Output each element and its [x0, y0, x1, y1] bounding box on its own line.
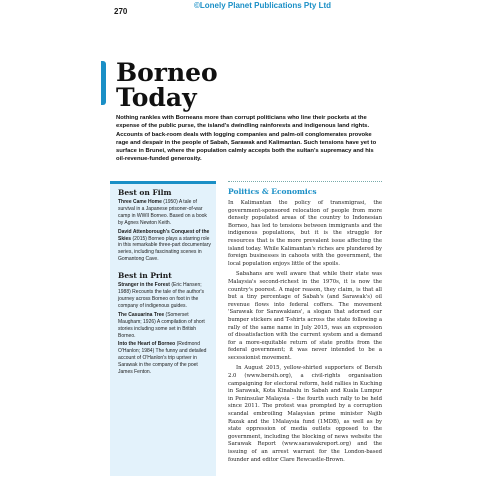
film-item-title: David Attenborough's Conquest of the Skies: [118, 228, 210, 242]
print-item: [118, 341, 212, 376]
chapter-title-line-2: Today: [116, 83, 197, 112]
section-heading: Politics & Economics: [228, 187, 317, 196]
print-item-text: (Redmond O'Hanlon; 1984) The funny and detailed account of O'Hanlon's trip upriver in Sarawak in the company of the poet James Fenton.: [118, 341, 207, 376]
print-item-text: (Eric Hansen; 1988) Recounts the tale of the author's journey across Borneo on foot in the company of indigenous guides.: [118, 282, 205, 309]
film-item: [118, 229, 212, 264]
chapter-title: [116, 60, 218, 110]
body-paragraph: In Kalimantan the policy of transmigrasi, the government-sponsored relocation of people from more densely populated areas of the country to Indonesian Borneo, has led to tensions between immigrants and the indigenous populations, but it is the struggle for resources that is the more prevalent issue affecting the island today. While Kalimantan's riches are plundered by foreign businesses in cahoots with the government, the local population enjoys little of the spoils.: [228, 200, 382, 267]
film-item: [118, 199, 212, 227]
copyright-notice: ©Lonely Planet Publications Pty Ltd: [194, 1, 332, 10]
sidebar-box: [110, 181, 216, 476]
print-item: [118, 312, 212, 340]
chapter-title-line-1: Borneo: [116, 58, 218, 87]
film-item-title: Three Came Home: [118, 199, 162, 205]
film-heading: Best on Film: [118, 188, 172, 197]
print-item-title: Stranger in the Forest: [118, 282, 170, 289]
print-heading: Best in Print: [118, 271, 172, 281]
page-number: 270: [114, 7, 128, 16]
main-column: [228, 181, 382, 474]
film-item-text: (2015) Borneo plays a starring role in this remarkable three-part documentary series, including fascinating scenes in Gomantong Cave.: [118, 235, 211, 263]
body-paragraph: Sabahans are well aware that while their state was Malaysia's second-richest in the 1970s, it is now the country's poorest. A major reason, they claim, is that all but a tiny percentage of Sabah's (and Sarawak's) oil revenue flows into federal coffers. The movement 'Sarawak for Sarawakians', a slogan that adorned car bumper stickers and T-shirts across the state following a rally of the same name in July 2015, was an expression of dissatisfaction with the current system and a demand for a more-equitable return of state profits from the federal government; it was never intended to be a secessionist movement.: [228, 271, 382, 361]
film-item-text: (1950) A tale of survival in a Japanese prisoner-of-war camp in WWII Borneo. Based on a book by Agnes Newton Keith.: [118, 199, 207, 226]
print-item-text: (Somerset Maugham; 1926) A compilation of short stories including some set in British Borneo.: [118, 311, 205, 339]
print-item-title: Into the Heart of Borneo: [118, 341, 176, 348]
chapter-tab-marker: [101, 61, 106, 105]
print-item: [118, 282, 212, 310]
intro-paragraph: Nothing rankles with Borneans more than corrupt politicians who line their pockets at the expense of the public purse, the island's dwindling rainforests and indigenous land rights. Accounts of back-room deals with logging companies and palm-oil conglomerates provoke rage and despair in the people of Sabah, Sarawak and Kalimantan. Such tensions have yet to surface in Brunei, where the population calmly accepts both the sultan's supremacy and his oil-revenue-funded generosity.: [116, 115, 377, 163]
body-paragraph: In August 2015, yellow-shirted supporters of Bersih 2.0 (www.bersih.org), a civil-rights organisation campaigning for electoral reform, held rallies in Kuching in Sarawak, Kota Kinabalu in Sabah and Kuala Lumpur in Peninsular Malaysia – the fourth such rally to be held since 2011. The protest was prompted by a corruption scandal embroiling Malaysian prime minister Najib Razak and the 1Malaysia fund (1MDB), as well as by state oppression of media outlets opposed to the government, including the blocking of news website the Sarawak Report (www.sarawakreport.org) and the issuing of an arrest warrant for the London-based founder and editor Clare Rewcastle-Brown.: [228, 365, 382, 463]
print-item-title: The Casuarina Tree: [118, 311, 165, 318]
